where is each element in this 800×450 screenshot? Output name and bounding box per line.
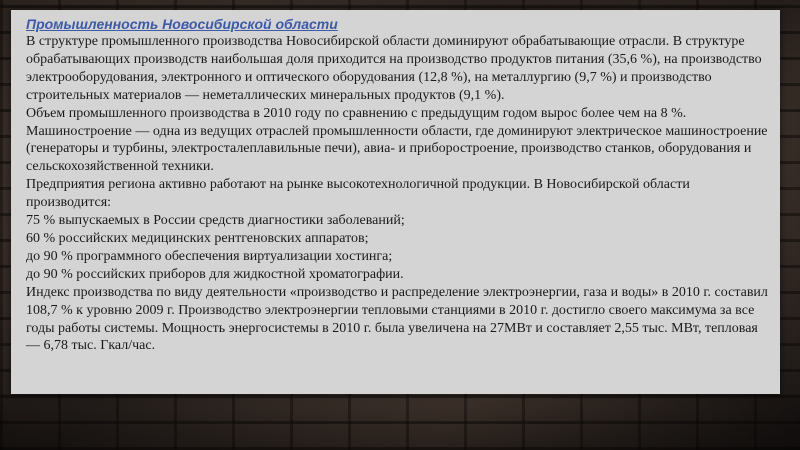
content-panel xyxy=(11,10,780,394)
paragraph-production-growth: Объем промышленного производства в 2010 году по сравнению с предыдущим годом вырос более чем на 8 %. xyxy=(26,105,687,121)
bottom-shadow-strip xyxy=(0,394,800,450)
list-item-virtualization: до 90 % программного обеспечения виртуализации хостинга; xyxy=(26,248,393,264)
paragraph-high-tech: Предприятия региона активно работают на рынке высокотехнологичной продукции. В Новосибирской области производится: xyxy=(26,177,690,211)
paragraph-energy: Индекс производства по виду деятельности «производство и распределение электроэнергии, газа и воды» в 2010 г. составил 108,7 % к уровню 2009 г. Производство электроэнергии тепловыми станциями в 2010 г. достигло своего максимума за все годы работы системы. Мощность энергосистемы в 2010 г. была увеличена на 27МВт и составляет 2,55 тыс. МВт, тепловая — 6,78 тыс. Гкал/час. xyxy=(26,284,768,354)
paragraph-industry-structure: В структуре промышленного производства Новосибирской области доминируют обрабатывающие отрасли. В структуре обрабатывающих производств наибольшая доля приходится на производство продуктов питания (35,6 %), на производство электрооборудования, электронного и оптического оборудования (12,8 %), на металлургию (9,7 %) и производство строительных материалов — неметаллических минеральных продуктов (9,1 %). xyxy=(26,34,762,103)
slide-title: Промышленность Новосибирской области xyxy=(26,16,338,32)
paragraph-machine-building: Машиностроение — одна из ведущих отраслей промышленности области, где доминируют электрическое машиностроение (генераторы и турбины, электросталеплавильные печи), авиа- и приборостроение, производство станков, оборудования и сельскохозяйственной техники. xyxy=(26,123,768,175)
list-item-xray: 60 % российских медицинских рентгеновских аппаратов; xyxy=(26,230,369,246)
list-item-diagnostics: 75 % выпускаемых в России средств диагностики заболеваний; xyxy=(26,213,405,229)
list-item-chromatography: до 90 % российских приборов для жидкостной хроматографии. xyxy=(26,266,404,282)
